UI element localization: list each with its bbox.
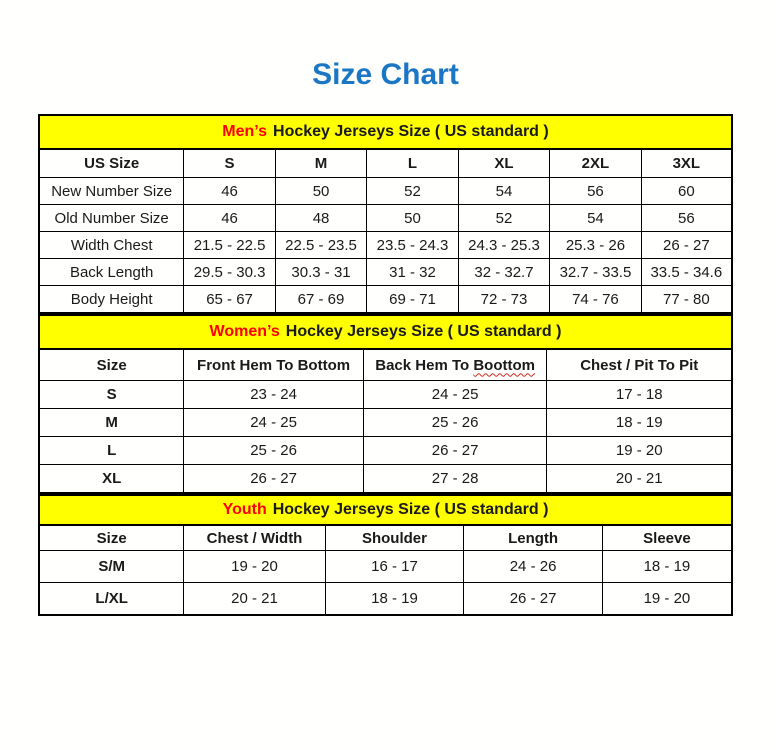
table-row <box>39 232 732 259</box>
table-row <box>39 286 732 314</box>
youth-section-banner <box>38 494 733 526</box>
row-label: New Number Size <box>39 178 184 205</box>
table-cell: 56 <box>550 178 641 205</box>
size-chart-tables <box>38 114 733 616</box>
table-row <box>39 259 732 286</box>
row-label: Body Height <box>39 286 184 314</box>
row-label: S/M <box>39 551 184 583</box>
youth-section <box>38 494 733 616</box>
table-row <box>39 551 732 583</box>
row-label: Width Chest <box>39 232 184 259</box>
row-label: L <box>39 437 184 465</box>
header-row <box>39 525 732 551</box>
womens-section <box>38 314 733 494</box>
table-cell: 50 <box>275 178 366 205</box>
table-cell: 65 - 67 <box>184 286 275 314</box>
banner-text: Hockey Jerseys Size ( US standard ) <box>272 501 549 518</box>
misspelled-word: Boottom <box>473 356 535 374</box>
table-cell: 25.3 - 26 <box>550 232 641 259</box>
table-cell: 17 - 18 <box>547 381 732 409</box>
table-cell: 26 - 27 <box>363 437 547 465</box>
table-cell: 33.5 - 34.6 <box>641 259 732 286</box>
table-cell: 20 - 21 <box>184 583 325 616</box>
table-cell: 50 <box>367 205 458 232</box>
table-cell: 46 <box>184 178 275 205</box>
table-row <box>39 437 732 465</box>
table-row <box>39 583 732 616</box>
header-row <box>39 149 732 178</box>
table-cell: 20 - 21 <box>547 465 732 494</box>
table-row <box>39 381 732 409</box>
table-cell: 77 - 80 <box>641 286 732 314</box>
table-cell: 23 - 24 <box>184 381 363 409</box>
table-cell: 32.7 - 33.5 <box>550 259 641 286</box>
table-cell: 24 - 26 <box>464 551 603 583</box>
banner-highlight: Youth <box>222 501 267 518</box>
table-cell: 18 - 19 <box>547 409 732 437</box>
womens-size-table <box>38 348 733 494</box>
column-header: 2XL <box>550 149 641 178</box>
table-cell: 18 - 19 <box>602 551 732 583</box>
table-cell: 19 - 20 <box>602 583 732 616</box>
row-label: XL <box>39 465 184 494</box>
row-label: Old Number Size <box>39 205 184 232</box>
table-cell: 27 - 28 <box>363 465 547 494</box>
column-header: S <box>184 149 275 178</box>
column-header: M <box>275 149 366 178</box>
mens-section <box>38 114 733 314</box>
row-label: L/XL <box>39 583 184 616</box>
header-row <box>39 349 732 381</box>
table-cell: 54 <box>458 178 549 205</box>
table-cell: 19 - 20 <box>184 551 325 583</box>
table-row <box>39 205 732 232</box>
womens-section-banner <box>38 314 733 350</box>
table-cell: 26 - 27 <box>464 583 603 616</box>
column-header: 3XL <box>641 149 732 178</box>
table-cell: 26 - 27 <box>184 465 363 494</box>
column-header: XL <box>458 149 549 178</box>
column-header: Chest / Pit To Pit <box>547 349 732 381</box>
table-cell: 46 <box>184 205 275 232</box>
table-cell: 18 - 19 <box>325 583 464 616</box>
table-cell: 48 <box>275 205 366 232</box>
table-cell: 25 - 26 <box>184 437 363 465</box>
table-cell: 26 - 27 <box>641 232 732 259</box>
table-cell: 60 <box>641 178 732 205</box>
column-header: Front Hem To Bottom <box>184 349 363 381</box>
column-header: Shoulder <box>325 525 464 551</box>
column-header: Back Hem To Boottom <box>363 349 547 381</box>
column-header: Size <box>39 525 184 551</box>
table-cell: 22.5 - 23.5 <box>275 232 366 259</box>
banner-text: Hockey Jerseys Size ( US standard ) <box>273 123 549 140</box>
column-header: Sleeve <box>602 525 732 551</box>
table-cell: 24 - 25 <box>363 381 547 409</box>
column-header: Chest / Width <box>184 525 325 551</box>
mens-section-banner <box>38 114 733 150</box>
row-label: Back Length <box>39 259 184 286</box>
table-cell: 54 <box>550 205 641 232</box>
table-cell: 32 - 32.7 <box>458 259 549 286</box>
table-cell: 31 - 32 <box>367 259 458 286</box>
table-cell: 24 - 25 <box>184 409 363 437</box>
column-header: US Size <box>39 149 184 178</box>
banner-text: Hockey Jerseys Size ( US standard ) <box>285 323 562 340</box>
table-cell: 30.3 - 31 <box>275 259 366 286</box>
youth-size-table <box>38 524 733 616</box>
mens-size-table <box>38 148 733 314</box>
table-cell: 56 <box>641 205 732 232</box>
column-header: L <box>367 149 458 178</box>
table-cell: 67 - 69 <box>275 286 366 314</box>
table-cell: 52 <box>458 205 549 232</box>
table-cell: 16 - 17 <box>325 551 464 583</box>
column-header: Size <box>39 349 184 381</box>
table-cell: 69 - 71 <box>367 286 458 314</box>
table-row <box>39 465 732 494</box>
table-cell: 72 - 73 <box>458 286 549 314</box>
table-cell: 23.5 - 24.3 <box>367 232 458 259</box>
table-cell: 29.5 - 30.3 <box>184 259 275 286</box>
table-cell: 21.5 - 22.5 <box>184 232 275 259</box>
row-label: S <box>39 381 184 409</box>
banner-highlight: Women’s <box>209 323 280 340</box>
table-cell: 24.3 - 25.3 <box>458 232 549 259</box>
table-cell: 19 - 20 <box>547 437 732 465</box>
table-cell: 52 <box>367 178 458 205</box>
row-label: M <box>39 409 184 437</box>
column-header: Length <box>464 525 603 551</box>
table-cell: 74 - 76 <box>550 286 641 314</box>
table-row <box>39 178 732 205</box>
size-chart-page <box>0 58 776 750</box>
page-title: Size Chart <box>312 58 459 91</box>
banner-highlight: Men’s <box>222 123 268 140</box>
table-row <box>39 409 732 437</box>
table-cell: 25 - 26 <box>363 409 547 437</box>
